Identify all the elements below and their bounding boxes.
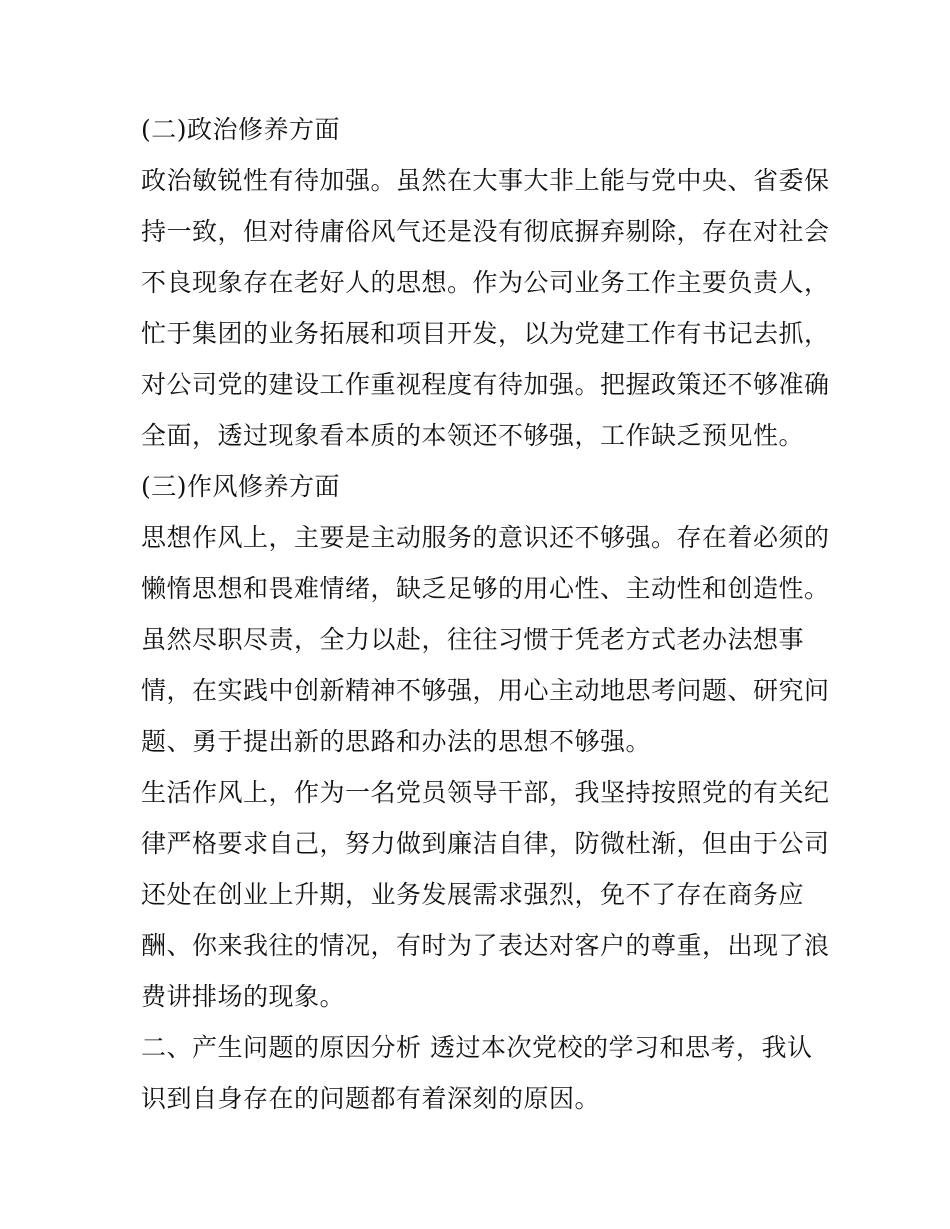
paragraph-line: 生活作风上，作为一名党员领导干部，我坚持按照党的有关纪: [141, 778, 830, 807]
section-heading-cause-analysis: 二、产生问题的原因分析 透过本次党校的学习和思考，我认: [141, 1033, 813, 1062]
paragraph-line: 费讲排场的现象。: [141, 982, 346, 1011]
paragraph-line: 忙于集团的业务拓展和项目开发，以为党建工作有书记去抓，: [141, 319, 830, 348]
paragraph-line: 全面，透过现象看本质的本领还不够强，工作缺乏预见性。: [141, 421, 805, 450]
paragraph-line: 不良现象存在老好人的思想。作为公司业务工作主要负责人，: [141, 268, 830, 297]
paragraph-line: 酬、你来我往的情况，有时为了表达对客户的尊重，出现了浪: [141, 931, 830, 960]
paragraph-line: 懒惰思想和畏难情绪，缺乏足够的用心性、主动性和创造性。: [141, 574, 830, 603]
paragraph-line: 政治敏锐性有待加强。虽然在大事大非上能与党中央、省委保: [141, 166, 830, 195]
section-heading-style: (三)作风修养方面: [141, 472, 341, 501]
paragraph-line: 还处在创业上升期，业务发展需求强烈，免不了存在商务应: [141, 880, 805, 909]
paragraph-line: 律严格要求自己，努力做到廉洁自律，防微杜渐，但由于公司: [141, 829, 830, 858]
document-body: [141, 104, 830, 1124]
paragraph-line: 题、勇于提出新的思路和办法的思想不够强。: [141, 727, 652, 756]
section-heading-political: (二)政治修养方面: [141, 115, 341, 144]
paragraph-line: 思想作风上，主要是主动服务的意识还不够强。存在着必须的: [141, 523, 830, 552]
paragraph-line: 持一致，但对待庸俗风气还是没有彻底摒弃剔除，存在对社会: [141, 217, 830, 246]
paragraph-line: 识到自身存在的问题都有着深刻的原因。: [141, 1084, 601, 1113]
paragraph-line: 虽然尽职尽责，全力以赴，往往习惯于凭老方式老办法想事: [141, 625, 805, 654]
paragraph-line: 对公司党的建设工作重视程度有待加强。把握政策还不够准确: [141, 370, 830, 399]
paragraph-line: 情，在实践中创新精神不够强，用心主动地思考问题、研究问: [141, 676, 830, 705]
